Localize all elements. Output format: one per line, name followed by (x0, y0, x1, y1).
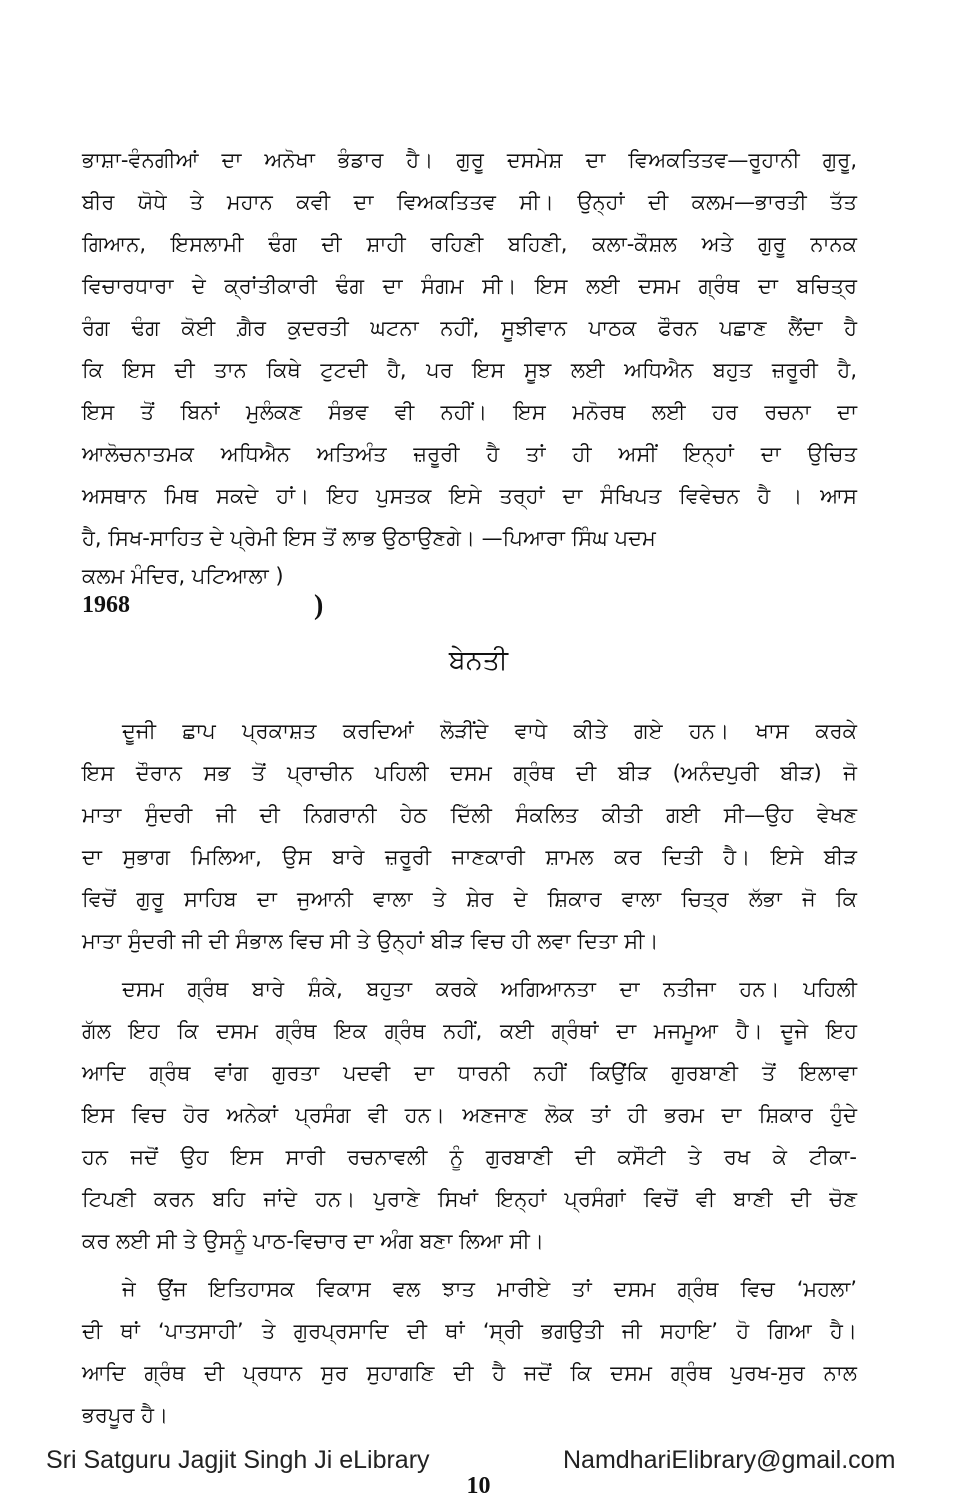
text-line: ਆਦਿ ਗ੍ਰੰਥ ਵਾਂਗ ਗੁਰਤਾ ਪਦਵੀ ਦਾ ਧਾਰਨੀ ਨਹੀਂ ਕਿਉਂਕਿ ਗੁਰਬਾਣੀ ਤੋਂ ਇਲਾਵਾ (82, 1061, 857, 1085)
page-number: 10 (466, 1473, 491, 1499)
text-line: ਗੱਲ ਇਹ ਕਿ ਦਸਮ ਗ੍ਰੰਥ ਇਕ ਗ੍ਰੰਥ ਨਹੀਂ, ਕਈ ਗ੍ਰੰਥਾਂ ਦਾ ਮਜਮੂਆ ਹੈ। ਦੂਜੇ ਇਹ (82, 1019, 857, 1043)
text-line: ਦੂਜੀ ਛਾਪ ਪ੍ਰਕਾਸ਼ਤ ਕਰਦਿਆਂ ਲੋੜੀਂਦੇ ਵਾਧੇ ਕੀਤੇ ਗਏ ਹਨ। ਖਾਸ ਕਰਕੇ (122, 719, 857, 743)
text-line: ਮਾਤਾ ਸੁੰਦਰੀ ਜੀ ਦੀ ਸੰਭਾਲ ਵਿਚ ਸੀ ਤੇ ਉਨ੍ਹਾਂ ਬੀੜ ਵਿਚ ਹੀ ਲਵਾ ਦਿਤਾ ਸੀ। (82, 929, 659, 953)
place-line: ਕਲਮ ਮੰਦਿਰ, ਪਟਿਆਲਾ ) (82, 564, 284, 588)
text-line: ਇਸ ਵਿਚ ਹੋਰ ਅਨੇਕਾਂ ਪ੍ਰਸੰਗ ਵੀ ਹਨ। ਅਣਜਾਣ ਲੋਕ ਤਾਂ ਹੀ ਭਰਮ ਦਾ ਸ਼ਿਕਾਰ ਹੁੰਦੇ (82, 1103, 857, 1127)
footer-library-name: Sri Satguru Jagjit Singh Ji eLibrary (46, 1446, 430, 1474)
text-line: ਵਿਚੋਂ ਗੁਰੂ ਸਾਹਿਬ ਦਾ ਜੁਆਨੀ ਵਾਲਾ ਤੇ ਸ਼ੇਰ ਦੇ ਸ਼ਿਕਾਰ ਵਾਲਾ ਚਿਤ੍ਰ ਲੱਭਾ ਜੋ ਕਿ (82, 887, 857, 911)
closing-paren: ) (314, 590, 324, 621)
text-line: ਰੰਗ ਢੰਗ ਕੋਈ ਗ਼ੈਰ ਕੁਦਰਤੀ ਘਟਨਾ ਨਹੀਂ, ਸੂਝੀਵਾਨ ਪਾਠਕ ਫੌਰਨ ਪਛਾਣ ਲੈਂਦਾ ਹੈ (82, 316, 857, 340)
text-line: ਅਸਥਾਨ ਮਿਥ ਸਕਦੇ ਹਾਂ। ਇਹ ਪੁਸਤਕ ਇਸੇ ਤਰ੍ਹਾਂ ਦਾ ਸੰਖਿਪਤ ਵਿਵੇਚਨ ਹੈ । ਆਸ (82, 484, 857, 508)
text-line: ਜੇ ਉਂਜ ਇਤਿਹਾਸਕ ਵਿਕਾਸ ਵਲ ਝਾਤ ਮਾਰੀਏ ਤਾਂ ਦਸਮ ਗ੍ਰੰਥ ਵਿਚ ‘ਮਹਲਾ’ (122, 1277, 857, 1301)
text-line: ਵਿਚਾਰਧਾਰਾ ਦੇ ਕ੍ਰਾਂਤੀਕਾਰੀ ਢੰਗ ਦਾ ਸੰਗਮ ਸੀ। ਇਸ ਲਈ ਦਸਮ ਗ੍ਰੰਥ ਦਾ ਬਚਿਤ੍ਰ (82, 274, 857, 298)
year: 1968 (82, 592, 130, 618)
text-line: ਕਿ ਇਸ ਦੀ ਤਾਨ ਕਿਥੇ ਟੁਟਦੀ ਹੈ, ਪਰ ਇਸ ਸੂਝ ਲਈ ਅਧਿਐਨ ਬਹੁਤ ਜ਼ਰੂਰੀ ਹੈ, (82, 358, 857, 382)
text-line: ਗਿਆਨ, ਇਸਲਾਮੀ ਢੰਗ ਦੀ ਸ਼ਾਹੀ ਰਹਿਣੀ ਬਹਿਣੀ, ਕਲਾ-ਕੌਸ਼ਲ ਅਤੇ ਗੁਰੂ ਨਾਨਕ (82, 232, 857, 256)
text-line: ਆਦਿ ਗ੍ਰੰਥ ਦੀ ਪ੍ਰਧਾਨ ਸੁਰ ਸੁਹਾਗਣਿ ਦੀ ਹੈ ਜਦੋਂ ਕਿ ਦਸਮ ਗ੍ਰੰਥ ਪੁਰਖ-ਸੁਰ ਨਾਲ (82, 1361, 857, 1385)
text-line: ਟਿਪਣੀ ਕਰਨ ਬਹਿ ਜਾਂਦੇ ਹਨ। ਪੁਰਾਣੇ ਸਿਖਾਂ ਇਨ੍ਹਾਂ ਪ੍ਰਸੰਗਾਂ ਵਿਚੋਂ ਵੀ ਬਾਣੀ ਦੀ ਚੋਣ (82, 1187, 857, 1211)
text-line: ਦੀ ਥਾਂ ‘ਪਾਤਸਾਹੀ’ ਤੇ ਗੁਰਪ੍ਰਸਾਦਿ ਦੀ ਥਾਂ ‘ਸ੍ਰੀ ਭਗਉਤੀ ਜੀ ਸਹਾਇ’ ਹੋ ਗਿਆ ਹੈ। (82, 1319, 857, 1343)
text-line: ਇਸ ਤੋਂ ਬਿਨਾਂ ਮੁਲੰਕਣ ਸੰਭਵ ਵੀ ਨਹੀਂ। ਇਸ ਮਨੋਰਥ ਲਈ ਹਰ ਰਚਨਾ ਦਾ (82, 400, 857, 424)
text-line: ਮਾਤਾ ਸੁੰਦਰੀ ਜੀ ਦੀ ਨਿਗਰਾਨੀ ਹੇਠ ਦਿੱਲੀ ਸੰਕਲਿਤ ਕੀਤੀ ਗਈ ਸੀ—ਉਹ ਵੇਖਣ (82, 803, 857, 827)
text-line: ਭਰਪੂਰ ਹੈ। (82, 1403, 169, 1427)
text-line-signature: ਹੈ, ਸਿਖ-ਸਾਹਿਤ ਦੇ ਪ੍ਰੇਮੀ ਇਸ ਤੋਂ ਲਾਭ ਉਠਾਉਣਗੇ। —ਪਿਆਰਾ ਸਿੰਘ ਪਦਮ (82, 526, 656, 550)
text-line: ਬੀਰ ਯੋਧੇ ਤੇ ਮਹਾਨ ਕਵੀ ਦਾ ਵਿਅਕਤਿਤਵ ਸੀ। ਉਨ੍ਹਾਂ ਦੀ ਕਲਮ—ਭਾਰਤੀ ਤੱਤ (82, 190, 857, 214)
text-line: ਦਸਮ ਗ੍ਰੰਥ ਬਾਰੇ ਸ਼ੰਕੇ, ਬਹੁਤਾ ਕਰਕੇ ਅਗਿਆਨਤਾ ਦਾ ਨਤੀਜਾ ਹਨ। ਪਹਿਲੀ (122, 977, 857, 1001)
section-heading: ਬੇਨਤੀ (448, 645, 509, 676)
text-line: ਭਾਸ਼ਾ-ਵੰਨਗੀਆਂ ਦਾ ਅਨੋਖਾ ਭੰਡਾਰ ਹੈ। ਗੁਰੂ ਦਸਮੇਸ਼ ਦਾ ਵਿਅਕਤਿਤਵ—ਰੂਹਾਨੀ ਗੁਰੂ, (82, 148, 857, 172)
text-line: ਕਰ ਲਈ ਸੀ ਤੇ ਉਸਨੂੰ ਪਾਠ-ਵਿਚਾਰ ਦਾ ਅੰਗ ਬਣਾ ਲਿਆ ਸੀ। (82, 1229, 544, 1253)
text-line: ਦਾ ਸੁਭਾਗ ਮਿਲਿਆ, ਉਸ ਬਾਰੇ ਜ਼ਰੂਰੀ ਜਾਣਕਾਰੀ ਸ਼ਾਮਲ ਕਰ ਦਿਤੀ ਹੈ। ਇਸੇ ਬੀੜ (82, 845, 857, 869)
text-line: ਹਨ ਜਦੋਂ ਉਹ ਇਸ ਸਾਰੀ ਰਚਨਾਵਲੀ ਨੂੰ ਗੁਰਬਾਣੀ ਦੀ ਕਸੌਟੀ ਤੇ ਰਖ ਕੇ ਟੀਕਾ- (82, 1145, 857, 1169)
text-line: ਆਲੋਚਨਾਤਮਕ ਅਧਿਐਨ ਅਤਿਅੰਤ ਜ਼ਰੂਰੀ ਹੈ ਤਾਂ ਹੀ ਅਸੀਂ ਇਨ੍ਹਾਂ ਦਾ ਉਚਿਤ (82, 442, 857, 466)
text-line: ਇਸ ਦੌਰਾਨ ਸਭ ਤੋਂ ਪ੍ਰਾਚੀਨ ਪਹਿਲੀ ਦਸਮ ਗ੍ਰੰਥ ਦੀ ਬੀੜ (ਅਨੰਦਪੁਰੀ ਬੀੜ) ਜੋ (82, 761, 857, 785)
footer-email: NamdhariElibrary@gmail.com (563, 1446, 896, 1474)
